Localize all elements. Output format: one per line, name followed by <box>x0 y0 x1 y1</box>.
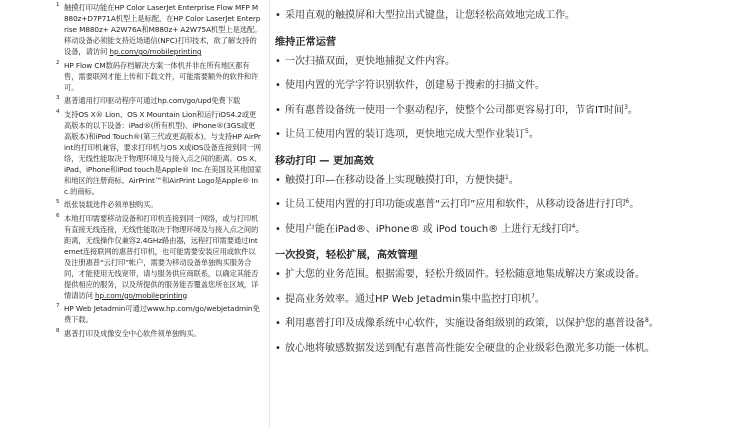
bullet-icon: • <box>275 104 281 116</box>
bullet-item: • 所有惠普设备统一使用一个驱动程序，使整个公司都更容易打印，节省IT时间$^3$。 <box>275 103 638 116</box>
bullet-text: 使用户能在iPad®、iPhone® 或 iPod touch® 上进行无线打印 <box>285 223 572 235</box>
footnote-ref: 5 <box>525 128 529 135</box>
footnotes-column <box>56 2 262 426</box>
footnote <box>56 303 262 325</box>
footnote-number: 7 <box>56 303 60 309</box>
bullet-item <box>275 10 745 23</box>
footnote-number: 5 <box>56 199 60 205</box>
bullet-text: 使用内置的光学字符识别软件，创建易于搜索的扫描文件。 <box>285 80 545 91</box>
footnote-text: 支持OS X® Lion、OS X Mountain Lion和运行iOS4.2或更高版本的以下设备：iPad®(所有机型)、iPhone®(3GS或更高版本)和iPod Touch®(第三代或更高版本)。与支持HP AirPrint的打印机兼容，要求打印机与OS X或iOS设备连接到同一网络，无线性能取决于物理环境及与接入点之间的距离。OS X、iPad、iPhone和iPod touch是Apple® Inc.在美国及其他国家和地区的注册商标。AirPrint™和AirPrint Logo是Apple® Inc.的商标。 <box>64 109 262 196</box>
footnote-ref: 7 <box>531 292 535 300</box>
footnote <box>56 109 262 197</box>
bullet-icon: • <box>275 55 281 67</box>
footnote <box>56 95 262 106</box>
bullet-text: 触摸打印—在移动设备上实现触摸打印，方便快捷 <box>285 174 505 186</box>
bullet-icon: • <box>275 293 281 305</box>
bullet-icon: • <box>275 10 281 21</box>
bullet-item: • 让员工使用内置的打印功能或惠普“云打印”应用和软件，从移动设备进行打印$^6$。 <box>275 198 640 210</box>
bullet-item <box>275 269 745 282</box>
bullet-item: • 提高业务效率。通过HP Web Jetadmin集中监控打印机$^7$。 <box>275 292 545 305</box>
bullet-text: 提高业务效率。通过HP Web Jetadmin集中监控打印机 <box>285 293 532 305</box>
footnote-ref: 8 <box>645 317 649 324</box>
footnote-ref: 6 <box>625 198 630 205</box>
footnote-text: 纸张装载选件必须单独购买。 <box>64 200 158 209</box>
footnote-number: 8 <box>56 327 60 334</box>
footnote-text: HP Web Jetadmin可通过www.hp.com/go/webjetadmin免费下载。 <box>64 304 260 324</box>
bullet-text: 扩大您的业务范围。根据需要，轻松升级固件。轻松随意地集成解决方案或设备。 <box>285 269 645 280</box>
bullet-item: • 利用惠普打印及成像系统中心软件，实施设备组级别的政策，以保护您的惠普设备$^8$。 <box>275 317 659 329</box>
footnote-ref: 4 <box>571 222 576 230</box>
bullet-icon: • <box>275 318 281 329</box>
column-divider <box>269 0 270 428</box>
footnote-link[interactable]: hp.com/go/mobileprinting <box>109 47 202 56</box>
footnote <box>56 328 262 339</box>
bullet-item: • 使用户能在iPad®、iPhone® 或 iPod touch® 上进行无线打印$^4$。 <box>275 222 586 235</box>
bullet-item <box>275 56 745 69</box>
bullet-text: 所有惠普设备统一使用一个驱动程序，使整个公司都更容易打印，节省IT时间 <box>285 104 625 116</box>
bullet-item <box>275 80 745 93</box>
section-heading: 一次投资，轻松扩展，高效管理 <box>275 250 418 261</box>
footnote <box>56 60 262 93</box>
bullet-icon: • <box>275 199 281 210</box>
bullet-text: 一次扫描双面，更快地捕捉文件内容。 <box>285 55 455 67</box>
footnote <box>56 2 262 57</box>
bullet-icon: • <box>275 174 281 186</box>
footnote-number: 2 <box>56 59 60 66</box>
bullet-item: • 触摸打印—在移动设备上实现触摸打印，方便快捷$^1$。 <box>275 173 519 186</box>
bullet-item: • 让员工使用内置的装订选项，更快地完成大型作业装订$^5$。 <box>275 128 539 140</box>
bullet-icon: • <box>275 269 281 280</box>
bullet-icon: • <box>275 342 281 354</box>
footnote-text: 触摸打印功能在HP Color LaserJet Enterprise Flow MFP M880z+D7P71A机型上是标配，在HP Color LaserJet Enterprise M880z+ A2W76A和M880z+ A2W75A机型上是选配。移动设备必须能支持近场通信(NFC)打印技术，欲了解支持的设备，请访问 <box>64 3 262 56</box>
bullet-text: 让员工使用内置的装订选项，更快地完成大型作业装订 <box>285 129 525 140</box>
section-heading: 移动打印 — 更加高效 <box>275 155 374 167</box>
footnote-text: 本地打印需要移动设备和打印机连接到同一网络，或与打印机有直接无线连接，无线性能取决于物理环境及与接入点之间的距离，无线操作仅兼容2.4GHz路由器，远程打印需要通过Internet连接联网的惠普打印机，也可能需要安装应用或软件以及注册惠普“云打印”帐户，需要为移动设备单独购买服务合同，才能使用无线宽带，请与服务供应商联系，以确定其能否提供相应的服务，以及所提供的服务能否覆盖您所在区域，详情请访问 <box>64 213 259 300</box>
bullet-text: 利用惠普打印及成像系统中心软件，实施设备组级别的政策，以保护您的惠普设备 <box>285 318 645 329</box>
footnote-number: 1 <box>56 2 60 8</box>
footnote-text: HP Flow CM数码存档解决方案一体机并非在所有地区都有售，需要联网才能上传和下载文件，可能需要额外的软件和许可。 <box>64 60 259 92</box>
bullet-text: 采用直观的触摸屏和大型拉出式键盘，让您轻松高效地完成工作。 <box>285 10 575 21</box>
bullet-icon: • <box>275 80 281 91</box>
footnote-ref: 3 <box>624 103 628 111</box>
bullet-icon: • <box>275 129 281 140</box>
footnote-link[interactable]: hp.com/go/mobileprinting <box>95 290 187 300</box>
footnote-number: 3 <box>56 95 60 101</box>
footnote-ref: 1 <box>505 173 509 181</box>
bullet-text: 放心地将敏感数据发送到配有惠普高性能安全硬盘的企业级彩色激光多功能一体机。 <box>285 342 655 354</box>
footnote <box>56 199 262 210</box>
bullet-item <box>275 343 745 356</box>
bullet-icon: • <box>275 223 281 235</box>
section-heading: 维持正常运营 <box>275 36 337 48</box>
footnote-number: 4 <box>56 108 60 115</box>
footnote-text: 惠普打印及成像安全中心软件须单独购买。 <box>64 328 201 338</box>
feature-column <box>275 4 745 424</box>
footnote <box>56 213 262 301</box>
footnote-number: 6 <box>56 212 60 219</box>
bullet-text: 让员工使用内置的打印功能或惠普“云打印”应用和软件，从移动设备进行打印 <box>285 199 626 210</box>
footnote-text: 惠普通用打印驱动程序可通过hp.com/go/upd免费下载 <box>64 96 241 105</box>
